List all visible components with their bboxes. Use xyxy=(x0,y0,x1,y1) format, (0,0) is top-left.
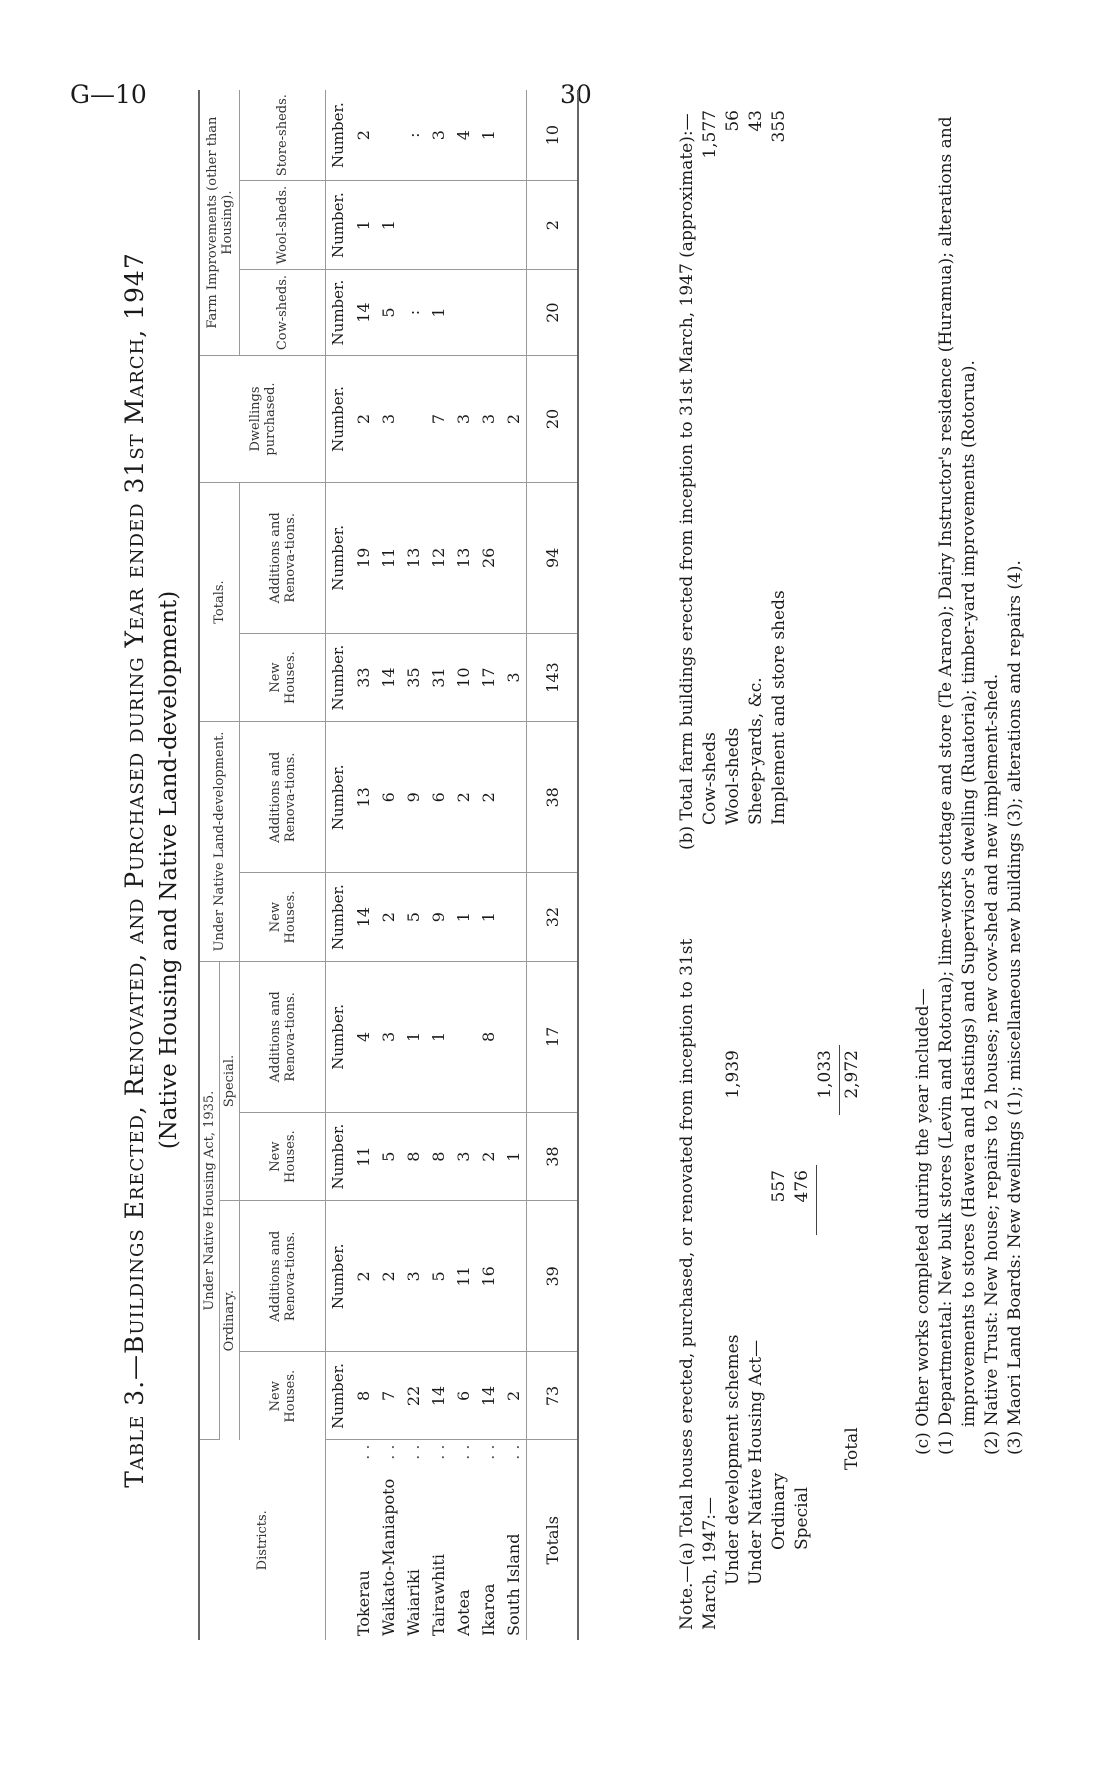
table-cell: 2 xyxy=(351,1201,376,1352)
note-a-row xyxy=(745,890,768,1630)
col-storesheds: Store-sheds. xyxy=(240,90,326,181)
note-a-label: Ordinary xyxy=(769,1472,789,1550)
table-cell: 14 xyxy=(351,873,376,961)
unit-label: Number. xyxy=(326,482,352,633)
table-cell: 2 xyxy=(476,722,501,873)
table-cell: 14 xyxy=(376,633,401,721)
table-cell: 8 xyxy=(476,961,501,1112)
col-under-nld: Under Native Land-development. xyxy=(199,722,240,962)
table-cell: 3 xyxy=(376,356,401,483)
totals-cell: 38 xyxy=(527,722,579,873)
note-c-item: (2) Native Trust: New house; repairs to 2 houses; new cow-shed and new implement-shed. xyxy=(982,673,1002,1455)
table-cell: 5 xyxy=(376,269,401,355)
col-new-houses: New Houses. xyxy=(240,1112,326,1200)
totals-cell: 20 xyxy=(527,356,579,483)
note-a-row xyxy=(837,890,860,1630)
table-cell: 19 xyxy=(351,482,376,633)
col-districts: Districts. xyxy=(199,1440,326,1640)
table-row xyxy=(426,90,451,1640)
table-cell: 4 xyxy=(451,90,476,181)
table-cell xyxy=(501,961,527,1112)
table-cell: 13 xyxy=(351,722,376,873)
leader-dots: . . xyxy=(479,1444,498,1460)
table-cell xyxy=(451,181,476,270)
table-cell xyxy=(476,269,501,355)
district-name xyxy=(401,1440,426,1640)
rotated-table-page xyxy=(120,90,1060,1650)
table-cell xyxy=(476,181,501,270)
table-cell: 17 xyxy=(476,633,501,721)
table-cell: 7 xyxy=(426,356,451,483)
page-number: 30 xyxy=(560,80,592,109)
note-a-row xyxy=(722,890,745,1630)
col-dwellings: Dwellings purchased. xyxy=(199,356,326,483)
table-cell xyxy=(401,356,426,483)
unit-label: Number. xyxy=(326,1201,352,1352)
table-cell xyxy=(501,269,527,355)
note-b-label: Implement and store sheds xyxy=(769,590,789,825)
col-ordinary: Ordinary. xyxy=(220,1201,240,1440)
unit-label: Number. xyxy=(326,873,352,961)
table-cell xyxy=(451,961,476,1112)
note-a-label: Under Native Housing Act— xyxy=(746,1339,766,1585)
buildings-table xyxy=(198,90,579,1640)
totals-cell: 17 xyxy=(527,961,579,1112)
note-a-row xyxy=(814,890,837,1630)
col-new-houses: New Houses. xyxy=(240,633,326,721)
table-cell: 2 xyxy=(376,1201,401,1352)
totals-label xyxy=(527,1440,579,1640)
totals-cell: 20 xyxy=(527,269,579,355)
table-cell: 22 xyxy=(401,1352,426,1440)
table-cell: 33 xyxy=(351,633,376,721)
note-c-item: (1) Departmental: New bulk stores (Levin and Rotorua); lime-works cottage and store (Te Araroa); Dairy Instructor's residence (Huramua); alterations and improvements to stores (Hawera and Hastings) and Supervisor's dwelling (Ruatoria); timber-yard improvements (Rotorua). xyxy=(936,116,979,1455)
table-row xyxy=(476,90,501,1640)
col-additions: Additions and Renova-tions. xyxy=(240,482,326,633)
table-cell: 7 xyxy=(376,1352,401,1440)
note-b-row xyxy=(745,90,768,850)
table-cell: 3 xyxy=(451,356,476,483)
col-cowsheds: Cow-sheds. xyxy=(240,269,326,355)
table-cell: 11 xyxy=(351,1112,376,1200)
note-b-value: 43 xyxy=(746,110,766,132)
table-cell xyxy=(501,90,527,181)
note-b-row xyxy=(768,90,791,850)
note-b-label: Sheep-yards, &c. xyxy=(746,677,766,825)
table-cell: 11 xyxy=(376,482,401,633)
leader-dots: . . xyxy=(454,1444,473,1460)
district-label: Waiariki xyxy=(404,1569,423,1636)
table-cell: 3 xyxy=(401,1201,426,1352)
table-cell: 13 xyxy=(401,482,426,633)
note-b-row xyxy=(699,90,722,850)
note-a-row xyxy=(791,890,814,1630)
district-name xyxy=(351,1440,376,1640)
unit-label: Number. xyxy=(326,181,352,270)
table-cell: : xyxy=(401,90,426,181)
table-cell: 12 xyxy=(426,482,451,633)
col-additions: Additions and Renova-tions. xyxy=(240,1201,326,1352)
table-cell: 26 xyxy=(476,482,501,633)
leader-dots: . . xyxy=(429,1444,448,1460)
table-cell: 1 xyxy=(376,181,401,270)
page-ref: G—10 xyxy=(70,80,147,109)
table-cell: 14 xyxy=(351,269,376,355)
table-row xyxy=(451,90,476,1640)
unit-label: Number. xyxy=(326,1352,352,1440)
note-a xyxy=(676,890,860,1630)
table-cell: 8 xyxy=(351,1352,376,1440)
table-cell: 31 xyxy=(426,633,451,721)
col-additions: Additions and Renova-tions. xyxy=(240,961,326,1112)
table-cell: 2 xyxy=(501,356,527,483)
table-cell: 1 xyxy=(401,961,426,1112)
table-row xyxy=(401,90,426,1640)
note-b-label: Cow-sheds xyxy=(700,732,720,825)
table-cell: : xyxy=(401,269,426,355)
note-c-lead: (c) Other works completed during the year included— xyxy=(913,988,933,1455)
note-b-label: Wool-sheds xyxy=(723,727,743,825)
table-cell: 13 xyxy=(451,482,476,633)
table-cell: 2 xyxy=(376,873,401,961)
district-label: South Island xyxy=(504,1533,523,1636)
table-cell xyxy=(501,873,527,961)
col-woolsheds: Wool-sheds. xyxy=(240,181,326,270)
note-a-lead: Note.—(a) Total houses erected, purchased, or renovated from inception to 31st March, 1947:— xyxy=(677,938,720,1630)
note-a-value: 1,033 xyxy=(815,1050,835,1099)
table-cell: 5 xyxy=(376,1112,401,1200)
table-cell: 14 xyxy=(476,1352,501,1440)
totals-cell: 73 xyxy=(527,1352,579,1440)
leader-dots: . . xyxy=(379,1444,398,1460)
note-b-lead: (b) Total farm buildings erected from inception to 31st March, 1947 (approximate):— xyxy=(677,113,697,850)
district-label: Tairawhiti xyxy=(429,1554,448,1636)
district-name xyxy=(451,1440,476,1640)
table-cell: 1 xyxy=(451,873,476,961)
note-b xyxy=(676,90,791,850)
table-row xyxy=(376,90,401,1640)
table-cell: 6 xyxy=(451,1352,476,1440)
col-totals: Totals. xyxy=(199,482,240,722)
note-b-value: 1,577 xyxy=(700,110,720,159)
note-a-label: Special xyxy=(792,1486,812,1550)
table-cell xyxy=(501,181,527,270)
table-cell: 8 xyxy=(401,1112,426,1200)
unit-label: Number. xyxy=(326,269,352,355)
table-cell: 3 xyxy=(476,356,501,483)
note-b-value: 56 xyxy=(723,110,743,132)
note-b-row xyxy=(722,90,745,850)
note-a-value: 1,939 xyxy=(723,1050,743,1099)
district-name xyxy=(476,1440,501,1640)
table-cell: 1 xyxy=(426,269,451,355)
table-cell: 6 xyxy=(426,722,451,873)
table-cell: 2 xyxy=(501,1352,527,1440)
unit-label: Number. xyxy=(326,356,352,483)
table-cell: 2 xyxy=(476,1112,501,1200)
unit-label: Number. xyxy=(326,1112,352,1200)
table-cell: 10 xyxy=(451,633,476,721)
totals-label-text: Totals xyxy=(542,1516,562,1565)
col-farm: Farm Improvements (other than Housing). xyxy=(199,90,240,356)
table-cell: 9 xyxy=(401,722,426,873)
district-label: Waikato-Maniapoto xyxy=(379,1478,398,1636)
table-cell: 11 xyxy=(451,1201,476,1352)
unit-label: Number. xyxy=(326,961,352,1112)
table-cell xyxy=(451,269,476,355)
table-cell xyxy=(401,181,426,270)
table-cell: 1 xyxy=(426,961,451,1112)
totals-cell: 2 xyxy=(527,181,579,270)
table-cell: 1 xyxy=(351,181,376,270)
note-a-row xyxy=(768,890,791,1630)
note-a-label: Under development schemes xyxy=(723,1334,743,1585)
table-cell: 3 xyxy=(451,1112,476,1200)
table-cell: 2 xyxy=(351,356,376,483)
totals-cell: 94 xyxy=(527,482,579,633)
rule xyxy=(816,1165,817,1235)
totals-cell: 10 xyxy=(527,90,579,181)
totals-cell: 38 xyxy=(527,1112,579,1200)
table-cell: 35 xyxy=(401,633,426,721)
col-additions: Additions and Renova-tions. xyxy=(240,722,326,873)
table-row xyxy=(501,90,527,1640)
unit-label: Number. xyxy=(326,90,352,181)
table-cell: 1 xyxy=(476,873,501,961)
unit-label: Number. xyxy=(326,722,352,873)
district-name xyxy=(426,1440,451,1640)
table-cell: 5 xyxy=(426,1201,451,1352)
district-name xyxy=(501,1440,527,1640)
table-cell: 3 xyxy=(426,90,451,181)
rule xyxy=(839,1045,840,1115)
table-cell: 3 xyxy=(501,633,527,721)
leader-dots: . . xyxy=(504,1444,523,1460)
col-special: Special. xyxy=(220,961,240,1201)
note-a-label: Total xyxy=(842,1427,862,1470)
table-title: Table 3.—Buildings Erected, Renovated, and Purchased during Year ended 31st March, 1947 xyxy=(120,252,149,1488)
note-a-value: 476 xyxy=(792,1170,812,1203)
note-a-value: 2,972 xyxy=(842,1050,862,1099)
leader-dots: . . xyxy=(404,1444,423,1460)
col-new-houses: New Houses. xyxy=(240,1352,326,1440)
note-c-item: (3) Maori Land Boards: New dwellings (1); miscellaneous new buildings (3); alterations and repairs (4). xyxy=(1005,560,1025,1455)
table-cell: 1 xyxy=(476,90,501,181)
table-cell: 14 xyxy=(426,1352,451,1440)
table-cell: 3 xyxy=(376,961,401,1112)
col-under-nha: Under Native Housing Act, 1935. xyxy=(199,961,220,1440)
col-new-houses: New Houses. xyxy=(240,873,326,961)
note-b-value: 355 xyxy=(769,110,789,143)
table-cell: 6 xyxy=(376,722,401,873)
table-cell xyxy=(376,90,401,181)
table-cell: 5 xyxy=(401,873,426,961)
note-c xyxy=(912,90,1027,1455)
table-cell xyxy=(501,482,527,633)
table-cell: 16 xyxy=(476,1201,501,1352)
table-row xyxy=(351,90,376,1640)
table-cell xyxy=(501,1201,527,1352)
table-cell: 8 xyxy=(426,1112,451,1200)
table-cell xyxy=(426,181,451,270)
district-label: Ikaroa xyxy=(479,1583,498,1636)
district-name xyxy=(376,1440,401,1640)
table-cell: 9 xyxy=(426,873,451,961)
units-row xyxy=(326,90,352,1640)
totals-cell: 32 xyxy=(527,873,579,961)
table-subtitle: (Native Housing and Native Land-development) xyxy=(156,590,182,1150)
table-cell xyxy=(501,722,527,873)
table-cell: 4 xyxy=(351,961,376,1112)
district-label: Aotea xyxy=(454,1589,473,1636)
table-cell: 2 xyxy=(351,90,376,181)
table-cell: 1 xyxy=(501,1112,527,1200)
leader-dots: . . xyxy=(354,1444,373,1460)
unit-label: Number. xyxy=(326,633,352,721)
totals-row xyxy=(527,90,579,1640)
totals-cell: 143 xyxy=(527,633,579,721)
note-a-value: 557 xyxy=(769,1170,789,1203)
district-label: Tokerau xyxy=(354,1570,373,1636)
totals-cell: 39 xyxy=(527,1201,579,1352)
table-cell: 2 xyxy=(451,722,476,873)
